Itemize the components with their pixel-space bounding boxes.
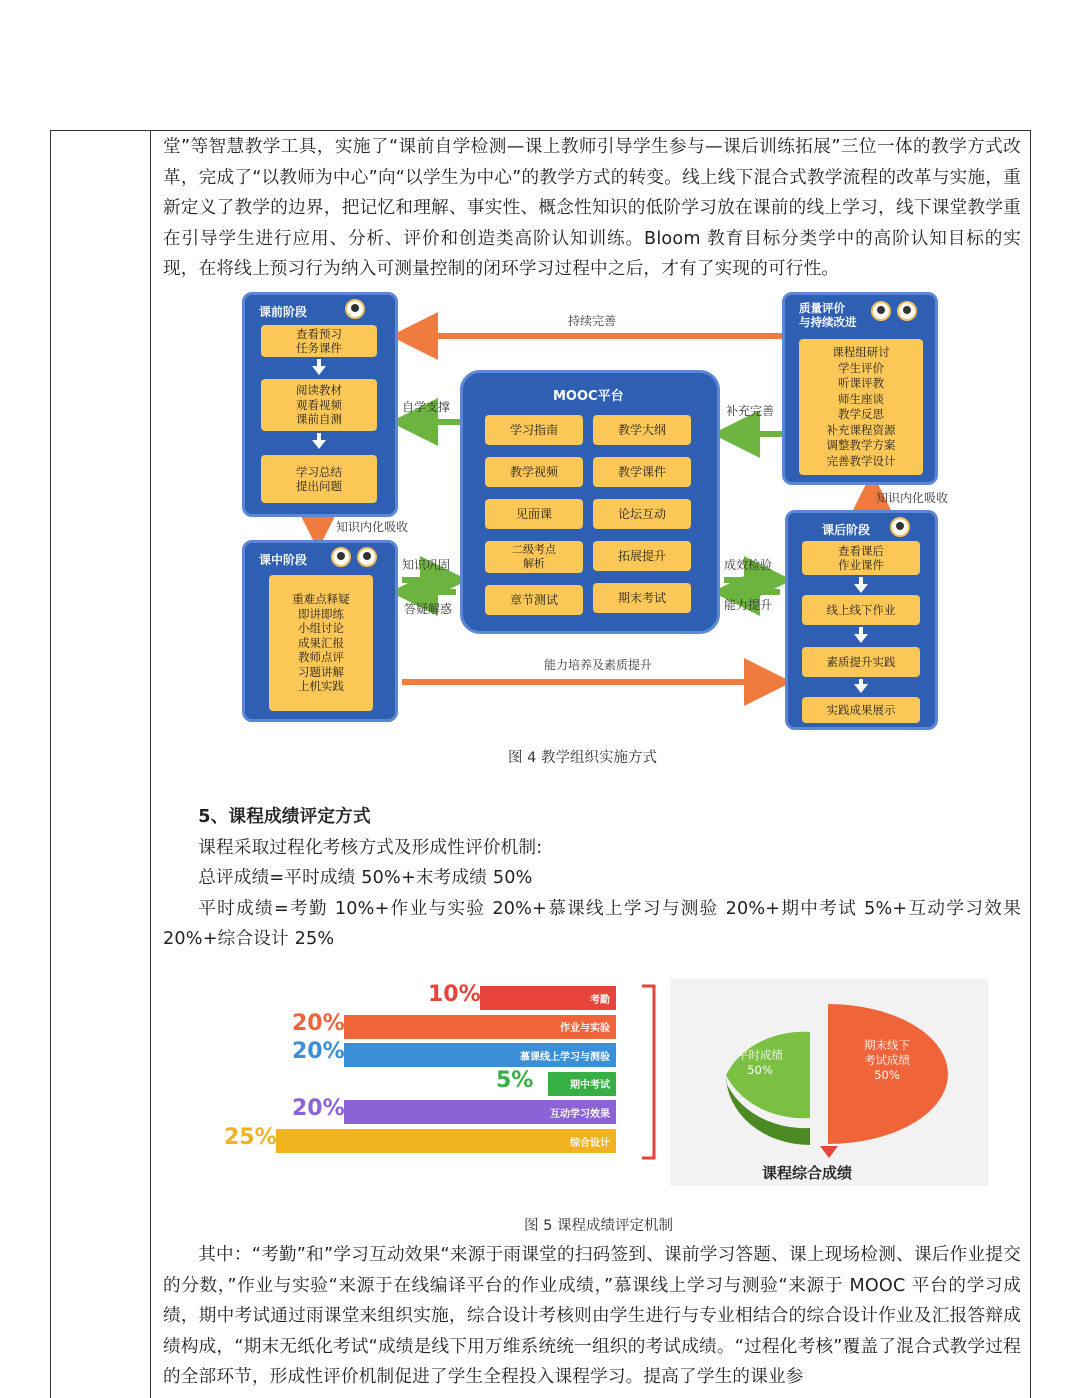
section-5-line-2: 总评成绩=平时成绩 50%+末考成绩 50% [198,868,533,889]
flow-label-supplement: 补充完善 [726,404,775,418]
flow-label-ability-up: 能力提升 [724,598,773,612]
grade-bar: 作业与实验 [344,1015,616,1039]
flow-label-ability-quality: 能力培养及素质提升 [544,658,653,672]
in-class-title: 课中阶段 [259,553,308,567]
figure-4-diagram [240,290,949,735]
pre-class-step-3: 学习总结 提出问题 [261,455,377,503]
teacher-avatar-icon [890,517,910,537]
pie-label-usual: 平时成绩 50% [737,1048,783,1077]
flow-label-continuous: 持续完善 [568,314,617,328]
section-5 [163,802,1021,955]
mooc-platform [460,370,720,634]
teacher-avatar-icon [345,299,365,319]
intro-paragraph: 堂”等智慧教学工具，实施了“课前自学检测—课上教师引导学生参与—课后训练拓展”三位一体的教学方式改革，完成了“以教师为中心”向“以学生为中心”的教学方式的转变。线上线下混合式教学流程的改革与实施，重新定义了教学的边界，把记忆和理解、事实性、概念性知识的低阶学习放在课前的线上学习，线下课堂教学重在引导学生进行应用、分析、评价和创造类高阶认知训练。Bloom 教育目标分类学中的高阶认知目标的实现，在将线上预习行为纳入可测量控制的闭环学习过程中之后，才有了实现的可行性。 [163,137,1021,280]
final-grade-label: 课程综合成绩 [762,1164,853,1182]
pre-class-stage [242,292,398,517]
pre-class-step-1: 查看预习 任务课件 [261,325,377,357]
flow-label-effect-check: 成效检验 [724,558,773,572]
mooc-item: 论坛互动 [593,499,691,529]
down-arrow-icon [854,634,868,643]
content-cell [163,132,1021,285]
in-class-stage [242,540,398,722]
flow-label-answer: 答疑解惑 [404,602,453,616]
closing-section [163,1240,1021,1393]
down-arrow-icon [820,1146,838,1158]
flow-label-internalize-right: 知识内化吸收 [876,491,949,505]
mooc-title: MOOC平台 [553,389,624,404]
grade-pie-panel [670,978,988,1186]
table-column-divider [150,130,151,1398]
mooc-item: 教学视频 [485,457,583,487]
section-5-line-1: 课程采取过程化考核方式及形成性评价机制: [198,837,543,858]
grade-bar: 考勤 [480,986,616,1010]
quality-title: 质量评价 与持续改进 [799,301,857,329]
pre-class-step-2: 阅读教材 观看视频 课前自测 [261,379,377,431]
down-arrow-icon [312,440,326,449]
grade-bar: 期中考试 [548,1072,616,1096]
figure-5-diagram [220,978,990,1188]
bracket-icon [638,984,668,1164]
student-avatar-icon [331,547,351,567]
mooc-item: 教学课件 [593,457,691,487]
grade-bar: 慕课线上学习与测验 [344,1043,616,1067]
pie-label-final: 期末线下 考试成绩 50% [864,1038,910,1082]
grade-bar-percent: 20% [292,1039,345,1065]
figure-4-caption: 图 4 教学组织实施方式 [508,750,657,766]
teacher-avatar-icon [897,301,917,321]
mooc-item: 章节测试 [485,585,583,615]
figure-5-caption: 图 5 课程成绩评定机制 [524,1218,673,1234]
down-arrow-icon [312,366,326,375]
grade-bar-percent: 20% [292,1096,345,1122]
flow-label-consolidate: 知识巩固 [402,558,451,572]
mooc-item: 学习指南 [485,415,583,445]
quality-activities: 课程组研讨 学生评价 听课评教 师生座谈 教学反思 补充课程资源 调整教学方案 完善教学设计 [799,339,923,475]
after-class-step-1: 查看课后 作业课件 [802,541,920,575]
mooc-item: 期末考试 [593,583,691,613]
mooc-item: 见面课 [485,499,583,529]
after-class-title: 课后阶段 [822,523,871,537]
grade-bar-percent: 5% [496,1067,534,1093]
flow-label-self-support: 自学支撑 [402,400,451,414]
in-class-activities: 重难点释疑 即讲即练 小组讨论 成果汇报 教师点评 习题讲解 上机实践 [269,575,373,711]
grade-bar-percent: 25% [224,1125,277,1150]
teacher-avatar-icon [357,547,377,567]
after-class-stage [785,510,938,730]
section-5-line-3: 平时成绩=考勤 10%+作业与实验 20%+慕课线上学习与测验 20%+期中考试 5%+互动学习效果 20%+综合设计 25% [163,898,1021,950]
grade-pie [670,978,988,1148]
after-class-step-3: 素质提升实践 [802,647,920,677]
closing-paragraph: 其中：“考勤”和”学习互动效果“来源于雨课堂的扫码签到、课前学习答题、课上现场检测、课后作业提交的分数，”作业与实验“来源于在线编译平台的作业成绩，”慕课线上学习与测验“来源于 MOOC 平台的学习成绩，期中考试通过雨课堂来组织实施，综合设计考核则由学生进行与专业相结合的综合设计作业及汇报答辩成绩构成，“期末无纸化考试“成绩是线下用万维系统统一组织的考试成绩。“过程化考核”覆盖了混合式教学过程的全部环节，形成性评价机制促进了学生全程投入课程学习。提高了学生的课业参 [163,1245,1021,1388]
grade-bar-percent: 10% [428,982,481,1007]
pre-class-title: 课前阶段 [259,305,308,319]
down-arrow-icon [854,684,868,693]
flow-label-internalize-left: 知识内化吸收 [336,520,409,534]
mooc-item: 教学大纲 [593,415,691,445]
after-class-step-4: 实践成果展示 [802,697,920,723]
down-arrow-icon [854,584,868,593]
grade-bar-percent: 20% [292,1010,345,1036]
quality-stage [782,292,938,485]
grade-bar: 综合设计 [276,1129,616,1153]
grade-bar: 互动学习效果 [344,1100,616,1124]
student-avatar-icon [871,301,891,321]
after-class-step-2: 线上线下作业 [802,595,920,625]
section-5-heading: 5、课程成绩评定方式 [198,807,371,827]
mooc-item: 二级考点 解析 [485,541,583,573]
mooc-item: 拓展提升 [593,541,691,571]
